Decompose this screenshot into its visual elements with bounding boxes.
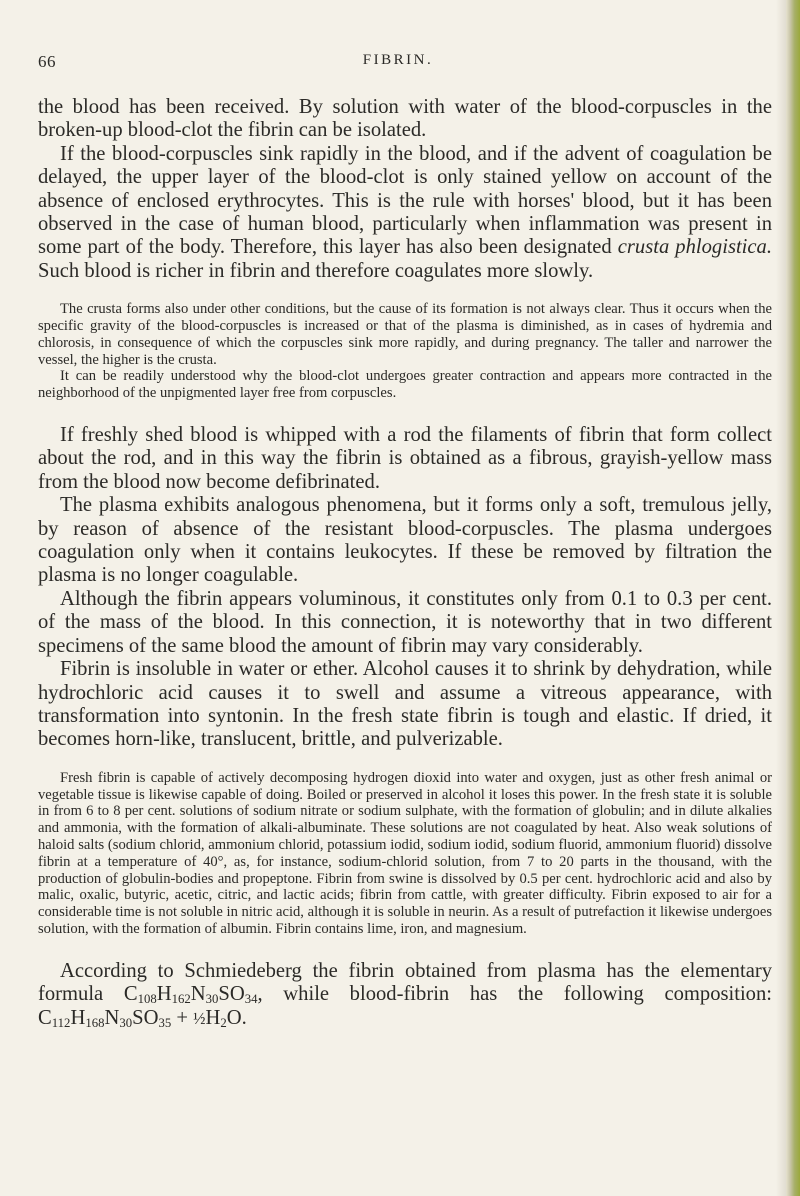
- paragraph-7: [38, 960, 772, 1030]
- plasma-fibrin-formula: $C_{108}H_{162}N_{30}SO_{34}$: [123, 983, 258, 1007]
- crusta-phlogistica-term: crusta phlogistica.: [617, 236, 772, 259]
- paragraph-5: Although the fibrin appears voluminous, it constitutes only from 0.1 to 0.3 per cent. of the mass of the blood. In this connection, it is noteworthy that in two different specimens of the same blood the amount of fibrin may vary considerably.: [38, 587, 772, 657]
- paragraph-3: If freshly shed blood is whipped with a rod the filaments of fibrin that form collect about the rod, and in this way the fibrin is obtained as a fibrous, grayish-yellow mass from the blood now become defibrinated.: [38, 424, 772, 493]
- blood-fibrin-formula: $C_{112}H_{168}N_{30}SO_{35}$ + $\frac{1}{2}H_2O$.: [38, 1006, 247, 1030]
- page-gutter-shadow: [776, 0, 786, 1196]
- paragraph-4: The plasma exhibits analogous phenomena, but it forms only a soft, tremulous jelly, by reason of absence of the resistant blood-corpuscles. The plasma undergoes coagulation only when it contains leukocytes. If these be removed by filtration the plasma is no longer coagulable.: [38, 494, 772, 587]
- paragraph-7-a: According to Schmiedeberg the fibrin obtained from plasma has the elementary formula: [38, 959, 772, 1006]
- page-edge: [786, 0, 800, 1196]
- paragraph-2-start: If the blood-corpuscles sink rapidly in the blood, and if the advent of coagulation be delayed, the upper layer of the blood-clot is only stained yellow on account of the absence of enclosed erythrocytes. This is the rule with horses' blood, but it has been observed in the case of human blood, particularly when inflammation was present in some part of the body. Therefore, this layer has also been designated: [38, 142, 772, 259]
- paragraph-2: [38, 143, 772, 283]
- small-print-3: Fresh fibrin is capable of actively decomposing hydrogen dioxid into water and oxygen, just as other fresh animal or vegetable tissue is likewise capable of doing. Boiled or preserved in alcohol it loses this power. In the fresh state it is soluble in from 6 to 8 per cent. solutions of sodium nitrate or sodium sulphate, with the formation of globulin; and in dilute alkalies and ammonia, with the formation of alkali-albuminate. These solutions are not coagulated by heat. Also weak solutions of haloid salts (sodium chlorid, ammonium chlorid, potassium iodid, sodium iodid, sodium fluorid, ammonium fluorid) dissolve fibrin at a temperature of 40°, as, for instance, sodium-chlorid solution, from 7 to 20 parts in the thousand, with the production of globulin-bodies and propeptone. Fibrin from swine is dissolved by 0.5 per cent. hydrochloric acid and also by malic, oxalic, butyric, acetic, citric, and lactic acids; fibrin from cattle, with greater difficulty. Fibrin exposed to air for a considerable time is not soluble in nitric acid, although it is soluble in neurin. As a result of putrefaction it likewise undergoes solution, with the formation of albumin. Fibrin contains lime, iron, and magnesium.: [38, 769, 772, 937]
- small-print-2: It can be readily understood why the blood-clot undergoes greater contraction and appears more contracted in the neighborhood of the unpigmented layer free from corpuscles.: [38, 368, 772, 402]
- small-print-1: The crusta forms also under other conditions, but the cause of its formation is not always clear. Thus it occurs when the specific gravity of the blood-corpuscles is increased or that of the plasma is diminished, as in cases of hydremia and chlorosis, in consequence of which the corpuscles sink more rapidly, and during pregnancy. The taller and narrower the vessel, the higher is the crusta.: [38, 301, 772, 368]
- paragraph-1: the blood has been received. By solution with water of the blood-corpuscles in the broken-up blood-clot the fibrin can be isolated.: [38, 96, 772, 142]
- page-header: [38, 52, 758, 78]
- body-text: [38, 96, 772, 1030]
- page-number: 66: [38, 52, 56, 71]
- running-head: FIBRIN.: [362, 52, 434, 68]
- paragraph-7-b: , while blood-fibrin has the following composition:: [257, 983, 772, 1006]
- paragraph-6: Fibrin is insoluble in water or ether. Alcohol causes it to shrink by dehydration, while hydrochloric acid causes it to swell and assume a vitreous appearance, with transformation into syntonin. In the fresh state fibrin is tough and elastic. If dried, it becomes horn-like, translucent, brittle, and pulverizable.: [38, 658, 772, 751]
- paragraph-2-end: Such blood is richer in fibrin and therefore coagulates more slowly.: [38, 259, 594, 282]
